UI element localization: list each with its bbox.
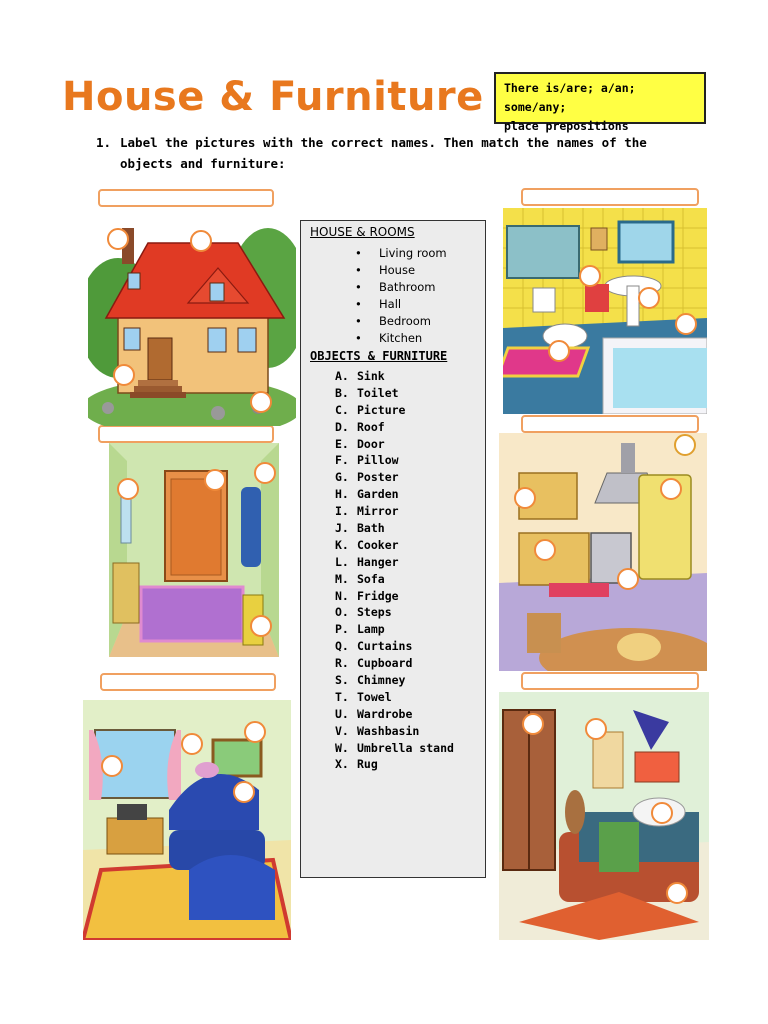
object-item: [335, 503, 454, 520]
label-box-bathroom[interactable]: [521, 188, 699, 206]
object-letter: R.: [335, 656, 349, 671]
object-letter: I.: [335, 504, 349, 519]
word-panel: [300, 220, 486, 878]
topic-line-1: There is/are; a/an; some/any;: [504, 81, 636, 114]
room-item: • Bedroom: [355, 313, 447, 330]
object-word: Bath: [357, 521, 385, 536]
object-item: [335, 655, 454, 672]
object-letter: O.: [335, 605, 349, 620]
answer-circle-kitchen-1[interactable]: [514, 487, 536, 509]
objects-list: [335, 368, 454, 773]
object-word: Poster: [357, 470, 399, 485]
answer-circle-house-2[interactable]: [190, 230, 212, 252]
object-word: Door: [357, 436, 385, 451]
room-item: • Hall: [355, 296, 447, 313]
object-letter: E.: [335, 436, 349, 451]
object-letter: J.: [335, 521, 349, 536]
answer-circle-house-1[interactable]: [107, 228, 129, 250]
answer-circle-bathroom-1[interactable]: [579, 265, 601, 287]
object-letter: A.: [335, 369, 349, 383]
object-letter: N.: [335, 588, 349, 603]
object-item: [335, 672, 454, 689]
object-letter: Q.: [335, 639, 349, 654]
instruction-number: 1.: [96, 135, 112, 150]
object-letter: B.: [335, 385, 349, 400]
object-word: Mirror: [357, 504, 399, 519]
object-word: Chimney: [357, 673, 406, 688]
object-letter: D.: [335, 419, 349, 434]
answer-circle-bedroom-2[interactable]: [585, 718, 607, 740]
object-item: [335, 554, 454, 571]
object-item: [335, 756, 454, 773]
room-item: • Kitchen: [355, 330, 447, 347]
object-letter: M.: [335, 571, 349, 586]
answer-circle-hall-2[interactable]: [204, 469, 226, 491]
topic-box: [494, 72, 706, 133]
object-word: Washbasin: [357, 723, 420, 738]
object-word: Cooker: [357, 537, 399, 552]
object-letter: F.: [335, 453, 349, 468]
object-item: [335, 486, 454, 503]
object-word: Garden: [357, 487, 399, 502]
object-letter: K.: [335, 537, 349, 552]
answer-circle-house-4[interactable]: [250, 391, 272, 413]
object-item: [335, 740, 454, 757]
answer-circle-hall-4[interactable]: [250, 615, 272, 637]
room-item: • Bathroom: [355, 279, 447, 296]
object-word: Pillow: [357, 453, 399, 468]
answer-circle-kitchen-3[interactable]: [534, 539, 556, 561]
answer-circle-living-room-1[interactable]: [101, 755, 123, 777]
answer-circle-hall-1[interactable]: [117, 478, 139, 500]
bathroom-illustration: [503, 208, 707, 414]
label-box-kitchen[interactable]: [521, 415, 699, 433]
object-letter: X.: [335, 757, 349, 772]
object-item: [335, 604, 454, 621]
answer-circle-bedroom-3[interactable]: [651, 802, 673, 824]
object-word: Curtains: [357, 639, 413, 654]
object-letter: L.: [335, 554, 349, 569]
instruction-text: Label the pictures with the correct names. Then match the names of the objects and furniture:: [120, 135, 647, 171]
object-letter: W.: [335, 740, 349, 755]
object-word: Cupboard: [357, 656, 413, 671]
label-box-bedroom[interactable]: [521, 672, 699, 690]
object-letter: P.: [335, 622, 349, 637]
kitchen-illustration: [499, 433, 707, 671]
room-item: • Living room: [355, 245, 447, 262]
answer-circle-bedroom-1[interactable]: [522, 713, 544, 735]
object-item: [335, 469, 454, 486]
object-letter: T.: [335, 689, 349, 704]
instruction: [96, 132, 696, 174]
objects-heading: OBJECTS & FURNITURE: [310, 349, 448, 363]
object-letter: H.: [335, 487, 349, 502]
object-letter: S.: [335, 673, 349, 688]
answer-circle-house-3[interactable]: [113, 364, 135, 386]
answer-circle-bedroom-4[interactable]: [666, 882, 688, 904]
object-item: [335, 588, 454, 605]
room-item: • House: [355, 262, 447, 279]
answer-circle-kitchen-2[interactable]: [660, 478, 682, 500]
object-word: Roof: [357, 419, 385, 434]
page-title: House & Furniture: [62, 74, 484, 120]
object-word: Fridge: [357, 588, 399, 603]
answer-circle-hall-3[interactable]: [254, 462, 276, 484]
object-word: Hanger: [357, 554, 399, 569]
object-item: [335, 452, 454, 469]
object-item: [335, 402, 454, 419]
object-item: [335, 520, 454, 537]
answer-circle-bathroom-3[interactable]: [675, 313, 697, 335]
rooms-list: [355, 245, 447, 347]
object-word: Sofa: [357, 571, 385, 586]
object-word: Lamp: [357, 622, 385, 637]
object-word: Wardrobe: [357, 706, 413, 721]
object-letter: U.: [335, 706, 349, 721]
object-letter: G.: [335, 470, 349, 485]
object-letter: V.: [335, 723, 349, 738]
object-word: Toilet: [357, 385, 399, 400]
answer-circle-living-room-2[interactable]: [181, 733, 203, 755]
label-box-hall[interactable]: [98, 425, 274, 443]
object-word: Steps: [357, 605, 392, 620]
object-item: [335, 723, 454, 740]
label-box-house[interactable]: [98, 189, 274, 207]
object-word: Towel: [357, 689, 392, 704]
answer-circle-kitchen-4[interactable]: [617, 568, 639, 590]
object-item: [335, 706, 454, 723]
object-item: [335, 537, 454, 554]
topic-line-2: place prepositions: [504, 119, 629, 133]
answer-circle-bathroom-4[interactable]: [548, 340, 570, 362]
object-word: Rug: [357, 757, 378, 772]
object-item: [335, 436, 454, 453]
answer-circle-living-room-4[interactable]: [233, 781, 255, 803]
object-item: [335, 638, 454, 655]
object-item: [335, 621, 454, 638]
object-item: [335, 419, 454, 436]
object-item: [335, 385, 454, 402]
object-word: Umbrella stand: [357, 740, 454, 755]
answer-circle-living-room-3[interactable]: [244, 721, 266, 743]
answer-circle-bathroom-2[interactable]: [638, 287, 660, 309]
object-item: [335, 689, 454, 706]
object-word: Sink: [357, 369, 385, 383]
object-item: [335, 368, 454, 385]
object-letter: C.: [335, 402, 349, 417]
object-word: Picture: [357, 402, 406, 417]
label-box-living-room[interactable]: [100, 673, 276, 691]
rooms-heading: HOUSE & ROOMS: [310, 225, 415, 239]
object-item: [335, 571, 454, 588]
